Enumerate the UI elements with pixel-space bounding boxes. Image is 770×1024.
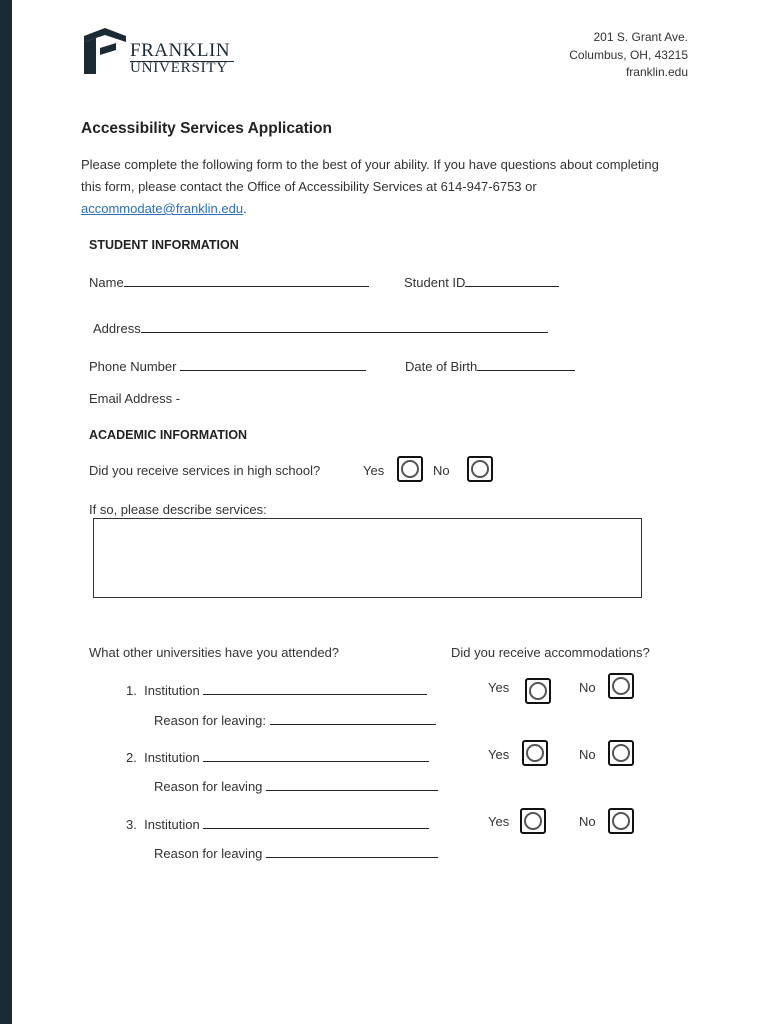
franklin-logo-icon: [82, 26, 128, 76]
address-website: franklin.edu: [625, 65, 688, 79]
email-label: Email Address -: [89, 391, 181, 406]
institution-field[interactable]: [203, 747, 429, 762]
institution-label: Institution: [144, 750, 200, 765]
universities-question: What other universities have you attended?: [89, 645, 340, 660]
hs-yes-label: Yes: [363, 463, 385, 478]
intro-text: Please complete the following form to the best of your ability. If you have questions about completing this form, please contact the Office of Accessibility Services at 614-947-6753 or: [81, 157, 659, 194]
institution-no-checkbox[interactable]: [608, 808, 634, 834]
phone-field[interactable]: [180, 356, 366, 371]
reason-field[interactable]: [270, 710, 436, 725]
reason-field[interactable]: [266, 776, 438, 791]
dob-field[interactable]: [477, 356, 575, 371]
address-street: 201 S. Grant Ave.: [593, 30, 688, 44]
institution-row: [126, 747, 429, 765]
institution-number: 1.: [126, 683, 137, 698]
intro-end: .: [243, 201, 247, 216]
student-id-label: Student ID: [404, 275, 466, 290]
reason-label: Reason for leaving: [154, 779, 263, 794]
institution-no-label: No: [579, 814, 596, 829]
accommodations-question: Did you receive accommodations?: [451, 645, 650, 660]
address-label: Address: [93, 321, 141, 336]
institution-yes-label: Yes: [488, 814, 510, 829]
institution-field[interactable]: [203, 814, 429, 829]
form-title: Accessibility Services Application: [81, 120, 332, 137]
academic-info-heading: ACADEMIC INFORMATION: [89, 428, 248, 442]
reason-row: [154, 710, 436, 728]
institution-yes-label: Yes: [488, 747, 510, 762]
student-id-row: [404, 272, 559, 290]
institution-field[interactable]: [203, 680, 427, 695]
institution-label: Institution: [144, 683, 200, 698]
institution-no-checkbox[interactable]: [608, 740, 634, 766]
institution-row: [126, 680, 427, 698]
address-city: Columbus, OH, 43215: [569, 48, 688, 62]
name-row: [89, 272, 369, 290]
institution-yes-checkbox[interactable]: [522, 740, 548, 766]
institution-no-checkbox[interactable]: [608, 673, 634, 699]
dob-row: [405, 356, 575, 374]
institution-label: Institution: [144, 817, 200, 832]
hs-services-question: Did you receive services in high school?: [89, 463, 321, 478]
reason-row: [154, 843, 438, 861]
form-intro: [81, 154, 681, 220]
name-label: Name: [89, 275, 124, 290]
hs-yes-checkbox[interactable]: [397, 456, 423, 482]
student-id-field[interactable]: [465, 272, 559, 287]
dob-label: Date of Birth: [405, 359, 478, 374]
logo-wordmark-bottom: UNIVERSITY: [130, 60, 228, 76]
reason-field[interactable]: [266, 843, 438, 858]
logo-wordmark-top: FRANKLIN: [130, 40, 231, 61]
institution-no-label: No: [579, 680, 596, 695]
reason-label: Reason for leaving:: [154, 713, 267, 728]
address-row: [93, 318, 548, 336]
name-field[interactable]: [124, 272, 369, 287]
describe-services-label: If so, please describe services:: [89, 502, 267, 517]
phone-label: Phone Number: [89, 359, 177, 374]
institution-yes-checkbox[interactable]: [525, 678, 551, 704]
institution-number: 3.: [126, 817, 137, 832]
reason-label: Reason for leaving: [154, 846, 263, 861]
hs-no-checkbox[interactable]: [467, 456, 493, 482]
institution-no-label: No: [579, 747, 596, 762]
describe-services-textarea[interactable]: [93, 518, 642, 598]
phone-row: [89, 356, 366, 374]
page-edge-bar: [0, 0, 12, 1024]
contact-email-link[interactable]: accommodate@franklin.edu: [81, 201, 244, 216]
reason-row: [154, 776, 438, 794]
address-field[interactable]: [141, 318, 548, 333]
institution-row: [126, 814, 429, 832]
hs-no-label: No: [433, 463, 450, 478]
institution-number: 2.: [126, 750, 137, 765]
student-info-heading: STUDENT INFORMATION: [89, 238, 239, 252]
institution-yes-checkbox[interactable]: [520, 808, 546, 834]
institution-yes-label: Yes: [488, 680, 510, 695]
